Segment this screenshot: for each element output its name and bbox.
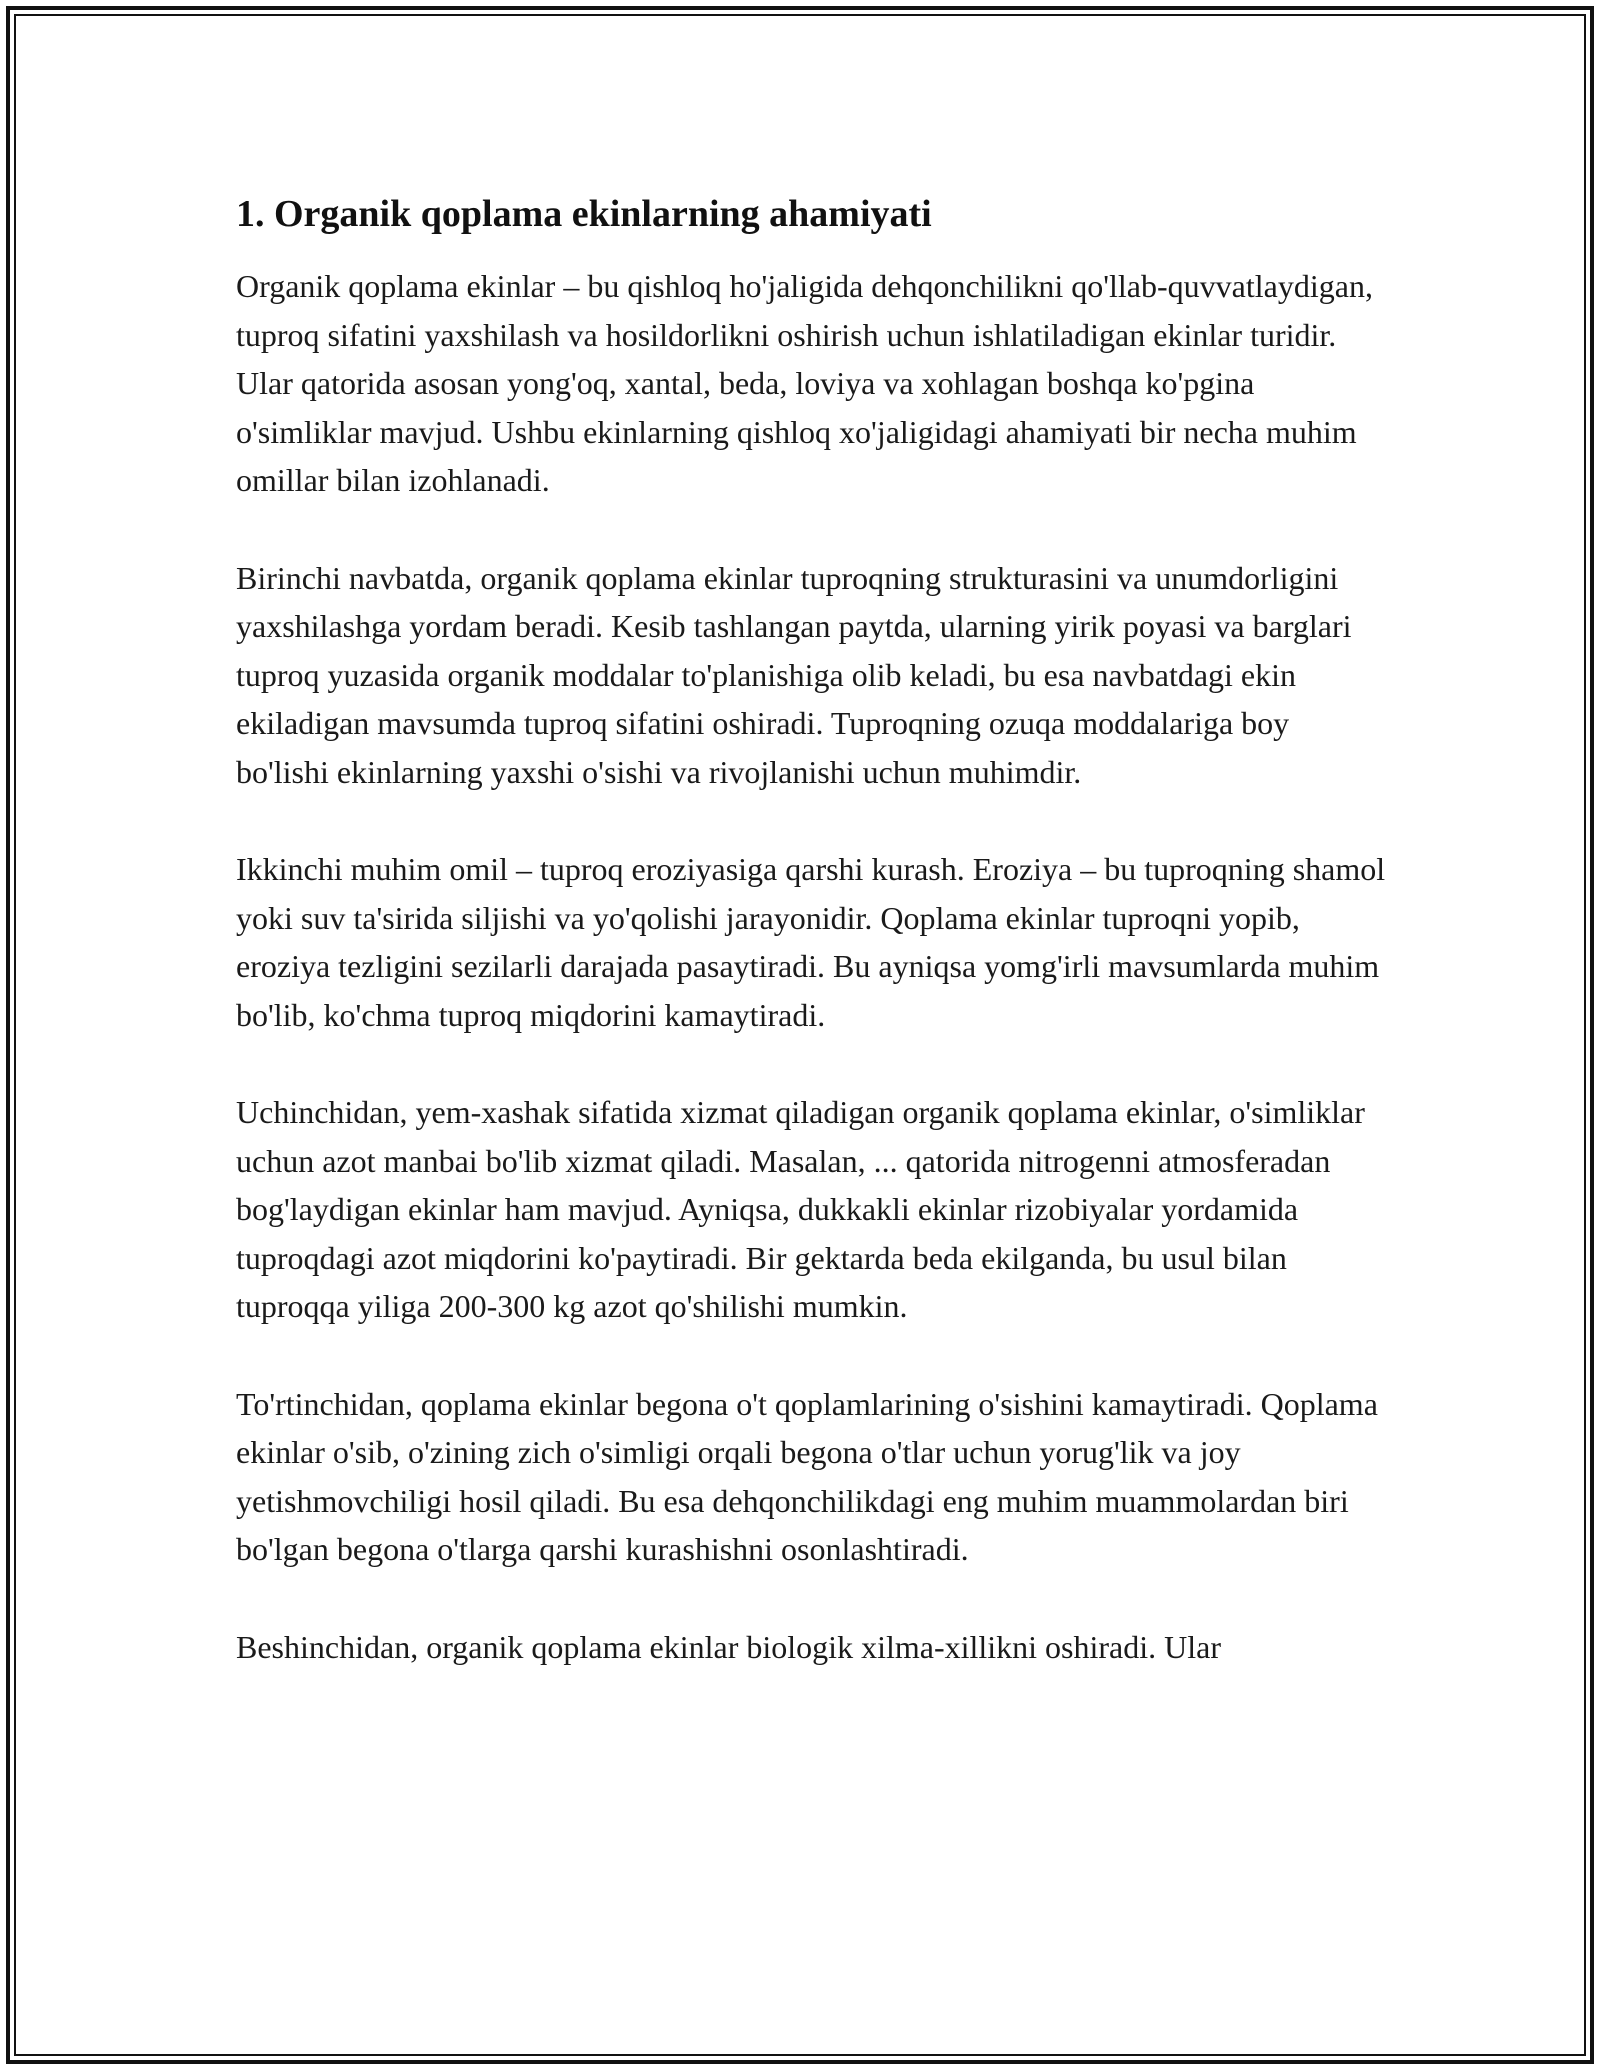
document-body [236,188,1386,1720]
paragraph-second-point: Ikkinchi muhim omil – tuproq eroziyasiga qarshi kurash. Eroziya – bu tuproqning shamol yoki suv ta'sirida siljishi va yo'qolishi jarayonidir. Qoplama ekinlar tuproqni yopib, eroziya tezligini sezilarli darajada pasaytiradi. Bu ayniqsa yomg'irli mavsumlarda muhim bo'lib, ko'chma tuproq miqdorini kamaytiradi. [236,851,1386,1033]
paragraph-first-point: Birinchi navbatda, organik qoplama ekinlar tuproqning strukturasini va unumdorligini yaxshilashga yordam beradi. Kesib tashlangan paytda, ularning yirik poyasi va barglari tuproq yuzasida organik moddalar to'planishiga olib keladi, bu esa navbatdagi ekin ekiladigan mavsumda tuproq sifatini oshiradi. Tuproqning ozuqa moddalariga boy bo'lishi ekinlarning yaxshi o'sishi va rivojlanishi uchun muhimdir. [236,559,1352,790]
section-heading: 1. Organik qoplama ekinlarning ahamiyati [236,193,932,235]
paragraph-third-point: Uchinchidan, yem-xashak sifatida xizmat qiladigan organik qoplama ekinlar, o'simliklar uchun azot manbai bo'lib xizmat qiladi. Masalan, ... qatorida nitrogenni atmosferadan bog'laydigan ekinlar ham mavjud. Ayniqsa, dukkakli ekinlar rizobiyalar yordamida tuproqdagi azot miqdorini ko'paytiradi. Bir gektarda beda ekilganda, bu usul bilan tuproqqa yiliga 200-300 kg azot qo'shilishi mumkin. [236,1094,1365,1325]
paragraph-intro: Organik qoplama ekinlar – bu qishloq ho'jaligida dehqonchilikni qo'llab-quvvatlaydigan, tuproq sifatini yaxshilash va hosildorlikni oshirish uchun ishlatiladigan ekinlar turidir. Ular qatorida asosan yong'oq, xantal, beda, loviya va xohlagan boshqa ko'pgina o'simliklar mavjud. Ushbu ekinlarning qishloq xo'jaligidagi ahamiyati bir necha muhim omillar bilan izohlanadi. [236,268,1373,499]
paragraph-fifth-point: Beshinchidan, organik qoplama ekinlar biologik xilma-xillikni oshiradi. Ular [236,1628,1221,1665]
paragraph-fourth-point: To'rtinchidan, qoplama ekinlar begona o't qoplamlarining o'sishini kamaytiradi. Qoplama ekinlar o'sib, o'zining zich o'simligi orqali begona o'tlar uchun yorug'lik va joy yetishmovchiligi hosil qiladi. Bu esa dehqonchilikdagi eng muhim muammolardan biri bo'lgan begona o'tlarga qarshi kurashishni osonlashtiradi. [236,1385,1378,1568]
